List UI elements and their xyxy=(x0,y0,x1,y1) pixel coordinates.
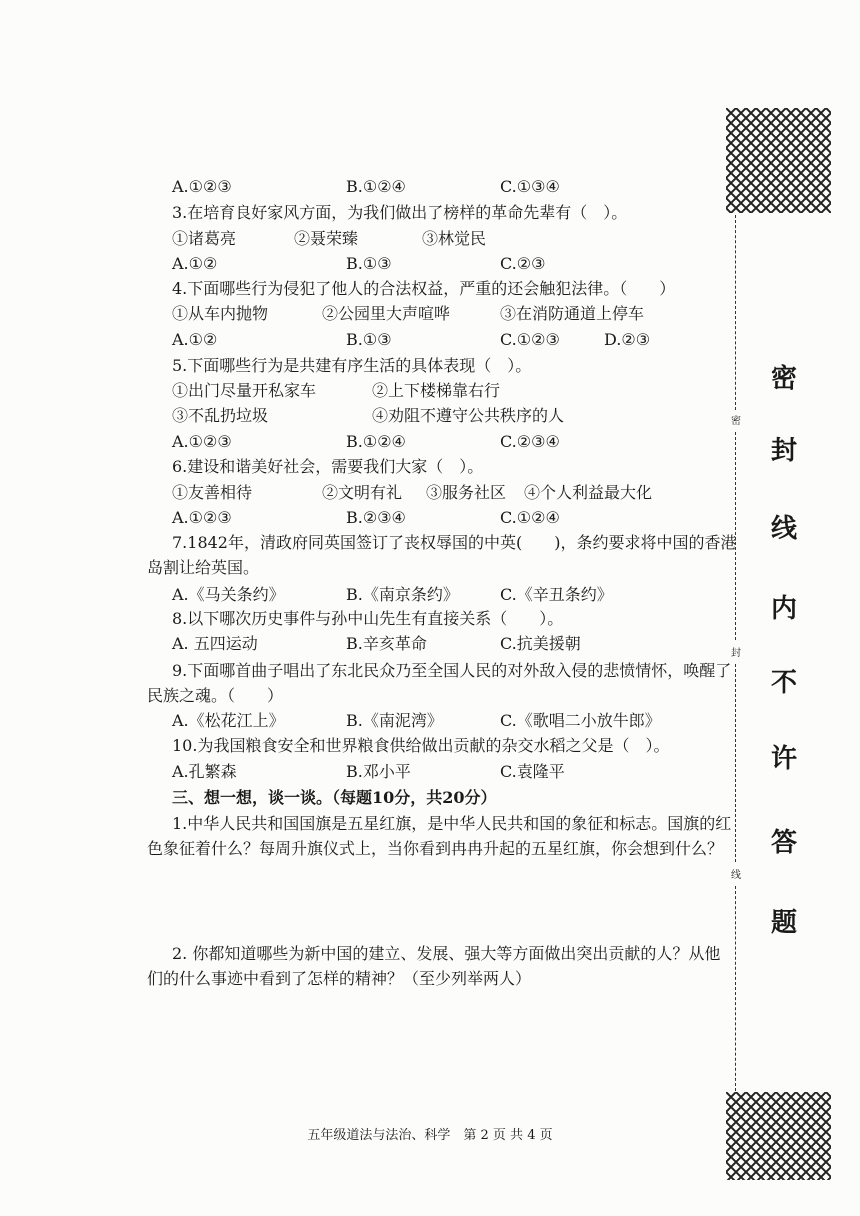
q3-option-a: A.①② xyxy=(172,254,218,273)
q3-option-b: B.①③ xyxy=(346,254,392,273)
q8-option-b: B.辛亥革命 xyxy=(346,634,427,653)
seal-small-char: 线 xyxy=(731,870,741,881)
q9-option-b: B.《南泥湾》 xyxy=(346,711,443,730)
q5-question: 5.下面哪些行为是共建有序生活的具体表现（ ）。 xyxy=(172,356,532,375)
seal-char: 密 xyxy=(770,364,797,394)
q3-item-2: ②聂荣臻 xyxy=(294,229,359,248)
q4-item-1: ①从车内抛物 xyxy=(172,304,269,323)
q5-item-1: ①出门尽量开私家车 xyxy=(172,381,317,400)
q6-option-b: B.②③④ xyxy=(346,508,406,527)
q4-option-b: B.①③ xyxy=(346,330,392,349)
q10-option-c: C.袁隆平 xyxy=(500,762,565,781)
q4-item-3: ③在消防通道上停车 xyxy=(500,304,645,323)
q10-option-a: A.孔繁森 xyxy=(172,762,237,781)
seal-char: 线 xyxy=(770,514,797,544)
q9-question-line1: 9.下面哪首曲子唱出了东北民众乃至全国人民的对外敌入侵的悲愤情怀，唤醒了 xyxy=(172,661,732,680)
q8-option-c: C.抗美援朝 xyxy=(500,634,581,653)
q6-item-2: ②文明有礼 xyxy=(322,483,403,502)
seal-char: 许 xyxy=(770,744,797,774)
seal-char: 封 xyxy=(770,436,797,466)
q3-question: 3.在培育良好家风方面，为我们做出了榜样的革命先辈有（ ）。 xyxy=(172,203,628,222)
q7-question-line2: 岛割让给英国。 xyxy=(147,558,260,577)
section3-heading: 三、想一想，谈一谈。（每题10分，共20分） xyxy=(172,788,497,807)
q2-option-a: A.①②③ xyxy=(172,177,232,196)
q5-item-3: ③不乱扔垃圾 xyxy=(172,406,269,425)
q2-option-c: C.①③④ xyxy=(500,177,560,196)
q3-option-c: C.②③ xyxy=(500,254,546,273)
q2-option-b: B.①②④ xyxy=(346,177,406,196)
seal-dashed-line xyxy=(735,432,736,640)
q6-item-1: ①友善相待 xyxy=(172,483,253,502)
q5-option-c: C.②③④ xyxy=(500,432,560,451)
q4-option-a: A.①② xyxy=(172,330,218,349)
q10-option-b: B.邓小平 xyxy=(346,762,411,781)
q6-item-4: ④个人利益最大化 xyxy=(524,483,653,502)
seal-char: 题 xyxy=(770,908,797,938)
seal-dashed-line xyxy=(735,664,736,862)
q6-option-c: C.①②④ xyxy=(500,508,560,527)
q7-option-b: B.《南京条约》 xyxy=(346,585,459,604)
q10-question: 10.为我国粮食安全和世界粮食供给做出贡献的杂交水稻之父是（ ）。 xyxy=(172,736,670,755)
seal-dashed-line xyxy=(735,886,736,1091)
q8-question: 8.以下哪次历史事件与孙中山先生有直接关系（ ）。 xyxy=(172,609,564,628)
seal-char: 不 xyxy=(770,668,797,698)
q3-item-3: ③林觉民 xyxy=(422,229,487,248)
seal-char: 内 xyxy=(770,594,797,624)
q6-option-a: A.①②③ xyxy=(172,508,232,527)
q7-option-c: C.《辛丑条约》 xyxy=(500,585,613,604)
section3-q1-line2: 色象征着什么？每周升旗仪式上，当你看到冉冉升起的五星红旗，你会想到什么？ xyxy=(147,839,724,858)
page-footer: 五年级道法与法治、科学 第 2 页 共 4 页 xyxy=(307,1128,553,1143)
q4-option-c: C.①②③ xyxy=(500,330,560,349)
seal-char: 答 xyxy=(770,828,797,858)
hatch-pattern-bottom xyxy=(726,1092,831,1180)
q7-question-line1: 7.1842年，清政府同英国签订了丧权辱国的中英( )，条约要求将中国的香港 xyxy=(172,533,737,552)
hatch-pattern-top xyxy=(726,108,831,213)
q9-question-line2: 民族之魂。（ ） xyxy=(147,686,284,705)
q5-item-4: ④劝阻不遵守公共秩序的人 xyxy=(372,406,565,425)
q8-option-a: A. 五四运动 xyxy=(172,634,258,653)
section3-q1-line1: 1.中华人民共和国国旗是五星红旗，是中华人民共和国的象征和标志。国旗的红 xyxy=(172,814,732,833)
section3-q2-line1: 2. 你都知道哪些为新中国的建立、发展、强大等方面做出突出贡献的人？从他 xyxy=(172,944,721,963)
q4-option-d: D.②③ xyxy=(604,330,651,349)
seal-dashed-line xyxy=(735,215,736,410)
q9-option-c: C.《歌唱二小放牛郎》 xyxy=(500,711,661,730)
seal-small-char: 封 xyxy=(731,648,741,659)
q5-item-2: ②上下楼梯靠右行 xyxy=(372,381,501,400)
q5-option-a: A.①②③ xyxy=(172,432,232,451)
q7-option-a: A.《马关条约》 xyxy=(172,585,285,604)
q6-question: 6.建设和谐美好社会，需要我们大家（ ）。 xyxy=(172,457,484,476)
q3-item-1: ①诸葛亮 xyxy=(172,229,237,248)
q5-option-b: B.①②④ xyxy=(346,432,406,451)
q9-option-a: A.《松花江上》 xyxy=(172,711,285,730)
section3-q2-line2: 们的什么事迹中看到了怎样的精神？（至少列举两人） xyxy=(147,969,532,988)
q4-question: 4.下面哪些行为侵犯了他人的合法权益，严重的还会触犯法律。（ ） xyxy=(172,279,676,298)
seal-small-char: 密 xyxy=(731,416,741,427)
q4-item-2: ②公园里大声喧哗 xyxy=(322,304,451,323)
q6-item-3: ③服务社区 xyxy=(426,483,507,502)
